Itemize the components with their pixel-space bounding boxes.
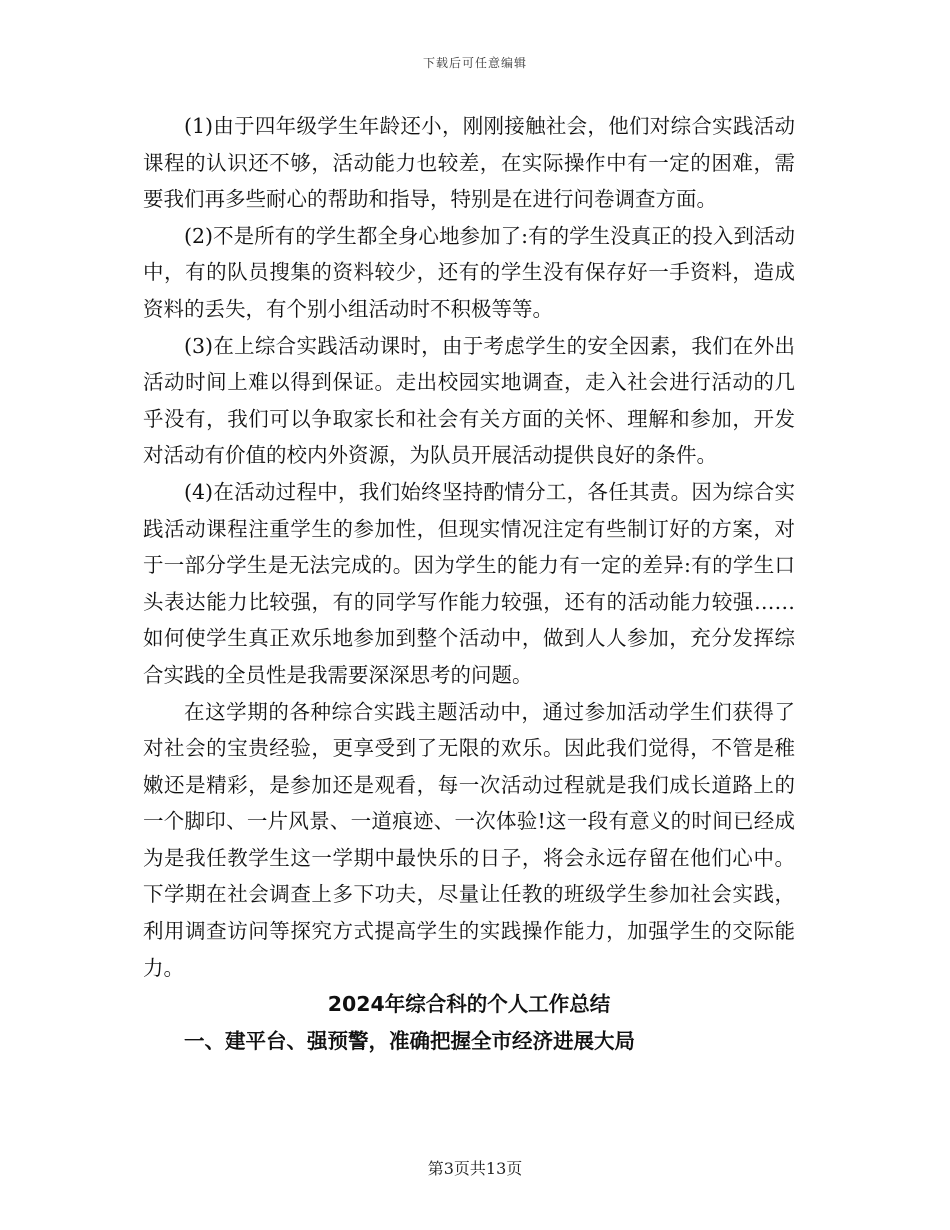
- paragraph-4: (4)在活动过程中，我们始终坚持酌情分工，各任其责。因为综合实践活动课程注重学生的参加性，但现实情况注定有些制订好的方案，对于一部分学生是无法完成的。因为学生的能力有一定的差异:有的学生口头表达能力比较强，有的同学写作能力较强，还有的活动能力较强……如何使学生真正欢乐地参加到整个活动中，做到人人参加，充分发挥综合实践的全员性是我需要深深思考的问题。: [143, 479, 795, 687]
- header-note: 下载后可任意编辑: [422, 56, 527, 70]
- section-heading: 一、建平台、强预警，准确把握全市经济进展大局: [184, 1028, 635, 1053]
- paragraph-1: (1)由于四年级学生年龄还小，刚刚接触社会，他们对综合实践活动课程的认识还不够，活动能力也较差，在实际操作中有一定的困难，需要我们再多些耐心的帮助和指导，特别是在进行问卷调查方面。: [143, 114, 795, 212]
- paragraph-2: (2)不是所有的学生都全身心地参加了:有的学生没真正的投入到活动中，有的队员搜集的资料较少，还有的学生没有保存好一手资料，造成资料的丢失，有个别小组活动时不积极等等。: [143, 223, 795, 321]
- paragraph-5: 在这学期的各种综合实践主题活动中，通过参加活动学生们获得了对社会的宝贵经验，更享受到了无限的欢乐。因此我们觉得，不管是稚嫩还是精彩，是参加还是观看，每一次活动过程就是我们成长道路上的一个脚印、一片风景、一道痕迹、一次体验!这一段有意义的时间已经成为是我任教学生这一学期中最快乐的日子，将会永远存留在他们心中。下学期在社会调查上多下功夫，尽量让任教的班级学生参加社会实践，利用调查访问等探究方式提高学生的实践操作能力，加强学生的交际能力。: [143, 699, 795, 980]
- page-number: 第3页共13页: [427, 1159, 523, 1178]
- document-title: 2024年综合科的个人工作总结: [327, 992, 611, 1017]
- paragraph-3: (3)在上综合实践活动课时，由于考虑学生的安全因素，我们在外出活动时间上难以得到保证。走出校园实地调查，走入社会进行活动的几乎没有，我们可以争取家长和社会有关方面的关怀、理解和参加，开发对活动有价值的校内外资源，为队员开展活动提供良好的条件。: [143, 333, 795, 468]
- document-body: [143, 108, 795, 1059]
